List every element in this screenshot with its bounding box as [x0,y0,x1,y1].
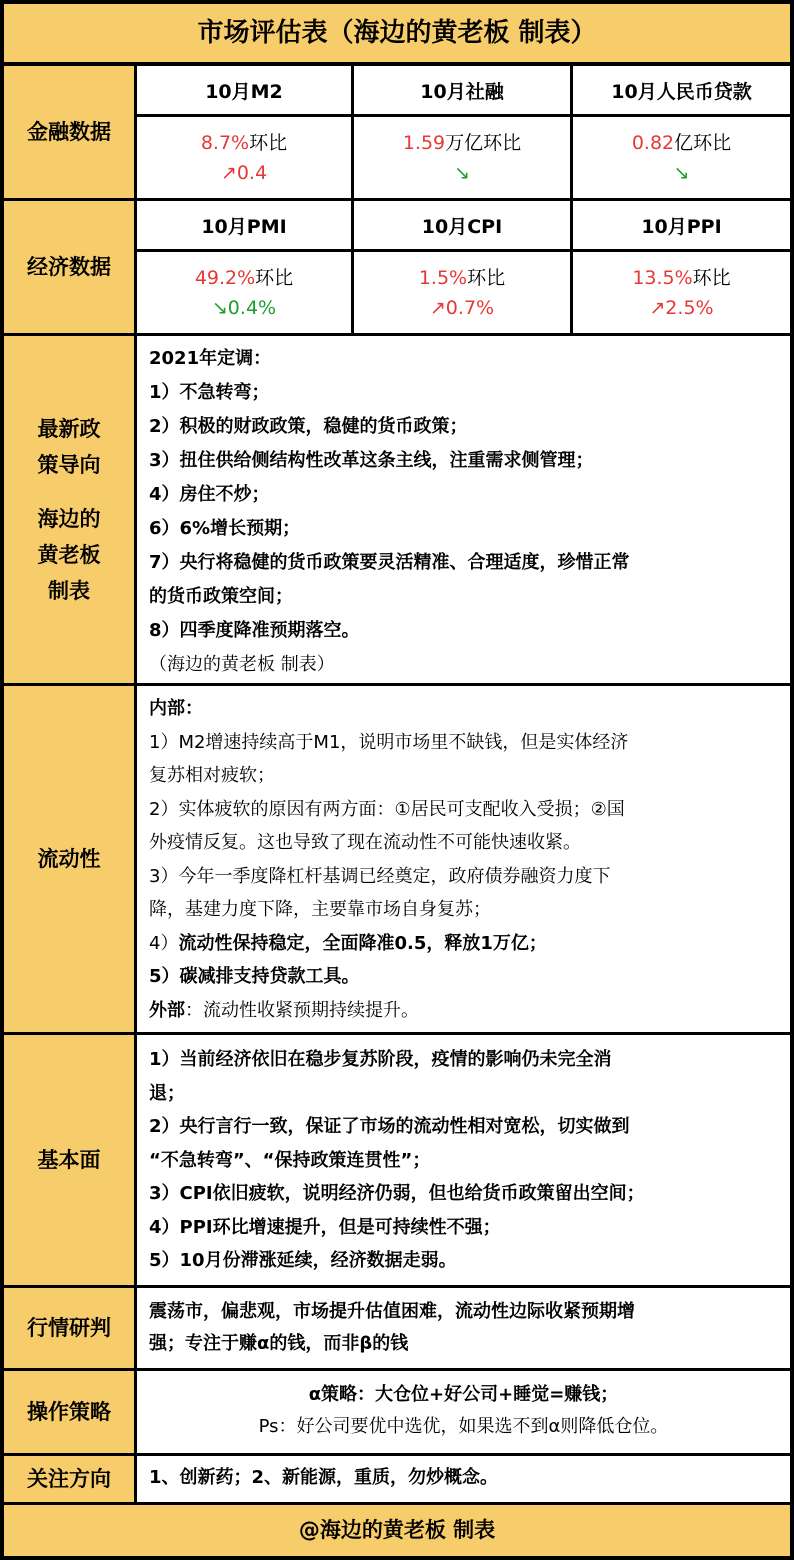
pmi-number: 49.2% [194,266,256,289]
m2-unit: 环比 [249,131,288,154]
finance-header-m2: 10月M2 [137,66,351,114]
liquidity-item-4 [149,927,780,961]
policy-line: 4）房住不炒； [149,484,270,505]
policy-line: 6）6%增长预期； [149,518,301,539]
economy-header-pmi: 10月PMI [137,201,351,249]
finance-header-social-financing: 10月社融 [354,66,570,114]
economy-value-cpi [354,252,570,333]
table-title: 市场评估表（海边的黄老板 制表） [4,4,790,62]
economy-header-cpi: 10月CPI [354,201,570,249]
policy-line: 2）积极的财政政策，稳健的货币政策； [149,416,468,437]
liquidity-item-4-prefix: 4） [149,932,179,954]
liquidity-outer-text: ：流动性收紧预期持续提升。 [185,999,419,1021]
fundamentals-line: 2）央行言行一致，保证了市场的流动性相对宽松，切实做到 [149,1116,630,1137]
liquidity-item-5: 5）碳减排支持贷款工具。 [149,966,360,987]
fundamentals-line: 4）PPI环比增速提升，但是可持续性不强； [149,1216,501,1238]
market-content [137,1288,790,1368]
pmi-unit: 环比 [255,266,294,289]
fundamentals-content [137,1035,790,1285]
finance-value-m2 [137,117,351,198]
focus-content [137,1456,790,1502]
social-financing-number: 1.59 [402,131,446,154]
policy-label-line: 黄老板 [37,542,101,567]
finance-value-social-financing [354,117,570,198]
finance-label: 金融数据 [4,66,134,198]
liquidity-line: 2）实体疲软的原因有两方面：①居民可支配收入受损；②国 [149,798,625,820]
ppi-number: 13.5% [632,266,693,289]
strategy-content [137,1371,790,1453]
fundamentals-label: 基本面 [4,1035,134,1285]
policy-label-line: 策导向 [37,452,101,477]
policy-label-line: 制表 [48,578,90,603]
strategy-label: 操作策略 [4,1371,134,1453]
policy-line: 7）央行将稳健的货币政策要灵活精准、合理适度，珍惜正常 [149,552,630,573]
economy-value-pmi [137,252,351,333]
policy-line: 2021年定调： [149,348,272,369]
ppi-change: ↗2.5% [649,296,714,319]
policy-content [137,336,790,683]
rmb-loans-change: ↘ [673,161,690,184]
liquidity-outer [149,994,780,1028]
m2-change: ↗0.4 [220,161,268,184]
liquidity-content [137,686,790,1032]
fundamentals-line: 退； [149,1082,185,1104]
pmi-change: ↘0.4% [211,296,277,319]
policy-line: 的货币政策空间； [149,586,293,607]
liquidity-line: 复苏相对疲软； [149,765,275,786]
liquidity-item-4-text: 流动性保持稳定，全面降准0.5，释放1万亿； [178,932,547,954]
ppi-unit: 环比 [692,266,731,289]
rmb-loans-unit: 亿环比 [674,131,732,154]
cpi-number: 1.5% [418,266,468,289]
liquidity-line: 降，基建力度下降，主要靠市场自身复苏； [149,899,491,920]
policy-label-line: 海边的 [37,506,101,531]
finance-header-rmb-loans: 10月人民币贷款 [573,66,790,114]
market-line: 震荡市，偏悲观，市场提升估值困难，流动性边际收紧预期增 [149,1301,635,1322]
cpi-change: ↗0.7% [429,296,495,319]
focus-label: 关注方向 [4,1456,134,1502]
finance-value-rmb-loans [573,117,790,198]
fundamentals-line: 5）10月份滞涨延续，经济数据走弱。 [149,1250,457,1271]
economy-value-ppi [573,252,790,333]
policy-line: 8）四季度降准预期落空。 [149,620,360,641]
liquidity-outer-label: 外部 [149,999,185,1021]
liquidity-line: 1）M2增速持续高于M1，说明市场里不缺钱，但是实体经济 [149,731,629,753]
focus-text: 1、创新药；2、新能源，重质，勿炒概念。 [149,1467,499,1488]
fundamentals-line: 3）CPI依旧疲软，说明经济仍弱，但也给货币政策留出空间； [149,1183,645,1204]
market-label: 行情研判 [4,1288,134,1368]
policy-label-line: 最新政 [37,416,101,441]
economy-header-ppi: 10月PPI [573,201,790,249]
economy-label: 经济数据 [4,201,134,333]
liquidity-line: 外疫情反复。这也导致了现在流动性不可能快速收紧。 [149,832,581,853]
policy-label [4,336,134,683]
m2-number: 8.7% [200,131,250,154]
cpi-unit: 环比 [467,266,506,289]
strategy-line-1: α策略：大仓位+好公司+睡觉=赚钱； [308,1384,619,1405]
table-footer: @海边的黄老板 制表 [4,1505,790,1556]
policy-note: （海边的黄老板 制表） [149,654,335,675]
liquidity-line: 3）今年一季度降杠杆基调已经奠定，政府债券融资力度下 [149,865,611,887]
fundamentals-line: “不急转弯”、“保持政策连贯性”； [149,1149,431,1171]
policy-line: 3）扭住供给侧结构性改革这条主线，注重需求侧管理； [149,450,594,471]
rmb-loans-number: 0.82 [631,131,675,154]
liquidity-label: 流动性 [4,686,134,1032]
social-financing-change: ↘ [454,161,470,184]
policy-line: 1）不急转弯； [149,382,270,403]
fundamentals-line: 1）当前经济依旧在稳步复苏阶段，疫情的影响仍未完全消 [149,1049,612,1070]
social-financing-unit: 万亿环比 [445,131,522,154]
liquidity-heading: 内部： [149,698,203,719]
market-line: 强；专注于赚α的钱，而非β的钱 [149,1333,409,1354]
strategy-line-2: Ps：好公司要优中选优，如果选不到α则降低仓位。 [258,1416,669,1437]
